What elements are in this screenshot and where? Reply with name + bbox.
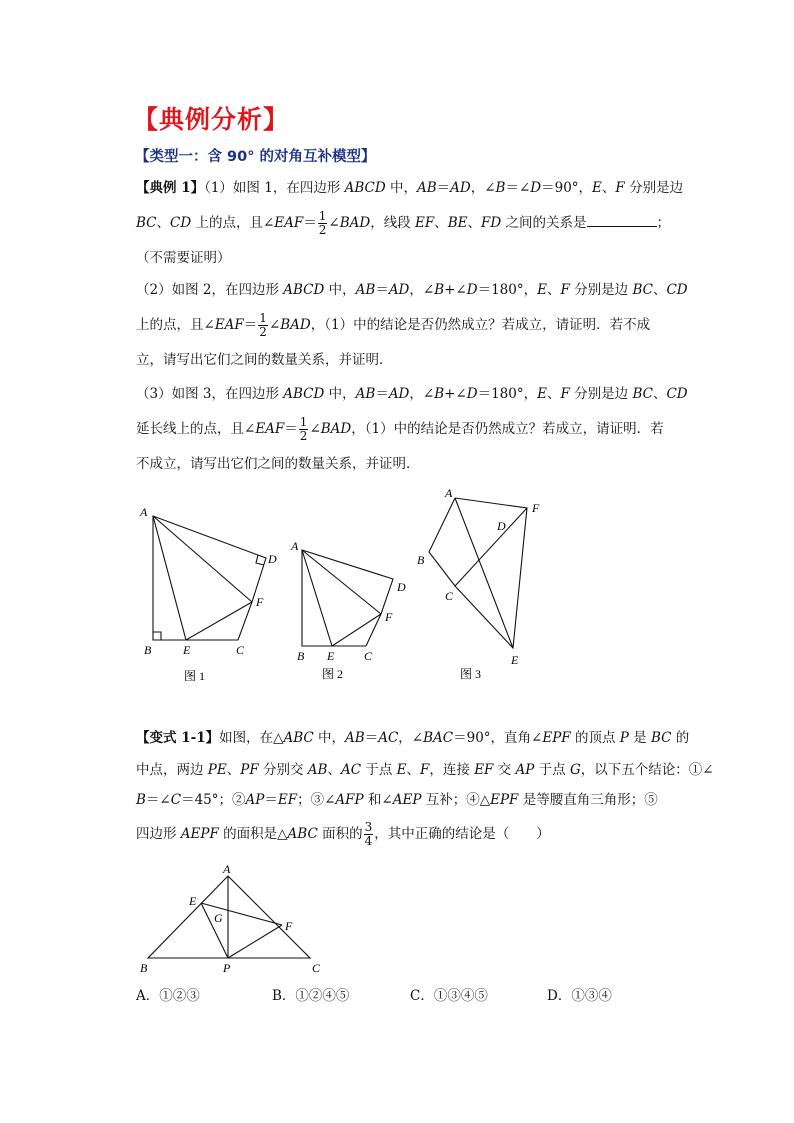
example1-line2: BC、CD 上的点，且∠EAF＝ $\frac{1}{2}$ ∠BAD，线段 EF、BE、FD 之间的关系是 ；: [136, 209, 671, 237]
variant-label-B: B: [140, 961, 148, 975]
example1-line4: （2）如图 2，在四边形 ABCD 中，AB＝AD，∠B+∠D＝180°，E、F 分别是边 BC、CD: [136, 282, 688, 298]
variant-figure-diagram: [140, 862, 321, 975]
figure-2-diagram: [290, 539, 406, 681]
variant-label-F: F: [285, 919, 293, 933]
example1-line6: 立，请写出它们之间的数量关系，并证明．: [136, 352, 393, 368]
fig2-caption: 图 2: [322, 667, 344, 681]
fig2-label-D: D: [397, 580, 406, 594]
figure-1-diagram: [139, 505, 277, 683]
example1-line7: （3）如图 3，在四边形 ABCD 中，AB＝AD，∠B+∠D＝180°，E、F 分别是边 BC、CD: [136, 386, 688, 402]
fig3-label-A: A: [445, 486, 453, 500]
fig3-label-F: F: [532, 501, 540, 515]
fig3-caption: 图 3: [460, 667, 482, 681]
fig1-label-C: C: [236, 643, 245, 657]
section-title: 【典例分析】: [133, 105, 290, 134]
fig1-caption: 图 1: [184, 669, 206, 683]
type-heading: 【类型一：含 90° 的对角互补模型】: [135, 149, 376, 165]
variant-label-A: A: [223, 862, 231, 876]
fraction-one-half: $\frac{1}{2}$: [299, 415, 308, 443]
variant-line2: 中点，两边 PE、PF 分别交 AB、AC 于点 E、F，连接 EF 交 AP 于点 G，以下五个结论：①∠: [136, 762, 714, 778]
variant-label-G: G: [214, 911, 223, 925]
example1-line3: （不需要证明）: [136, 250, 231, 266]
option-d[interactable]: D．①③④: [547, 988, 612, 1004]
example1-line1: 【典例 1】（1）如图 1，在四边形 ABCD 中，AB＝AD，∠B＝∠D＝90°，E、F 分别是边: [136, 180, 684, 196]
fig1-label-F: F: [256, 595, 264, 609]
fraction-three-quarters: $\frac{3}{4}$: [364, 820, 373, 848]
variant-line1: 【变式 1-1】如图，在△ABC 中，AB＝AC，∠BAC＝90°，直角∠EPF 的顶点 P 是 BC 的: [136, 730, 690, 746]
fig2-label-E: E: [327, 649, 335, 663]
fig1-label-D: D: [268, 552, 277, 566]
fig2-label-C: C: [364, 649, 373, 663]
fig2-label-A: A: [291, 539, 299, 553]
figure-3-diagram: [417, 486, 540, 681]
fig2-label-B: B: [297, 649, 305, 663]
example1-line5: 上的点，且∠EAF＝ $\frac{1}{2}$ ∠BAD，（1）中的结论是否仍然成立？若成立，请证明．若不成: [136, 311, 651, 339]
variant-label: 【变式 1-1】: [136, 730, 220, 746]
option-c[interactable]: C．①③④⑤: [410, 988, 488, 1004]
example-label: 【典例 1】: [136, 180, 205, 196]
fig3-label-C: C: [445, 589, 454, 603]
option-a[interactable]: A．①②③: [136, 988, 200, 1004]
fig1-label-A: A: [140, 505, 148, 519]
option-b[interactable]: B．①②④⑤: [272, 988, 350, 1004]
example1-line9: 不成立，请写出它们之间的数量关系，并证明．: [136, 456, 420, 472]
variant-label-P: P: [223, 961, 231, 975]
fig3-label-D: D: [497, 519, 506, 533]
fig3-label-B: B: [417, 553, 425, 567]
fig3-label-E: E: [511, 653, 519, 667]
variant-label-E: E: [189, 894, 197, 908]
variant-line4: 四边形 AEPF 的面积是△ABC 面积的 $\frac{3}{4}$ ，其中正确的结论是（ ）: [136, 820, 550, 848]
variant-label-C: C: [312, 961, 321, 975]
fig1-label-B: B: [144, 643, 152, 657]
example1-line8: 延长线上的点，且∠EAF＝ $\frac{1}{2}$ ∠BAD，（1）中的结论是否仍然成立？若成立，请证明．若: [136, 415, 664, 443]
fig2-label-F: F: [385, 610, 393, 624]
fraction-one-half: $\frac{1}{2}$: [259, 311, 267, 339]
variant-line3: B＝∠C＝45°；②AP＝EF；③∠AFP 和∠AEP 互补；④△EPF 是等腰直角三角形；⑤: [136, 792, 658, 808]
fig1-label-E: E: [183, 643, 191, 657]
fraction-one-half: $\frac{1}{2}$: [318, 209, 327, 237]
